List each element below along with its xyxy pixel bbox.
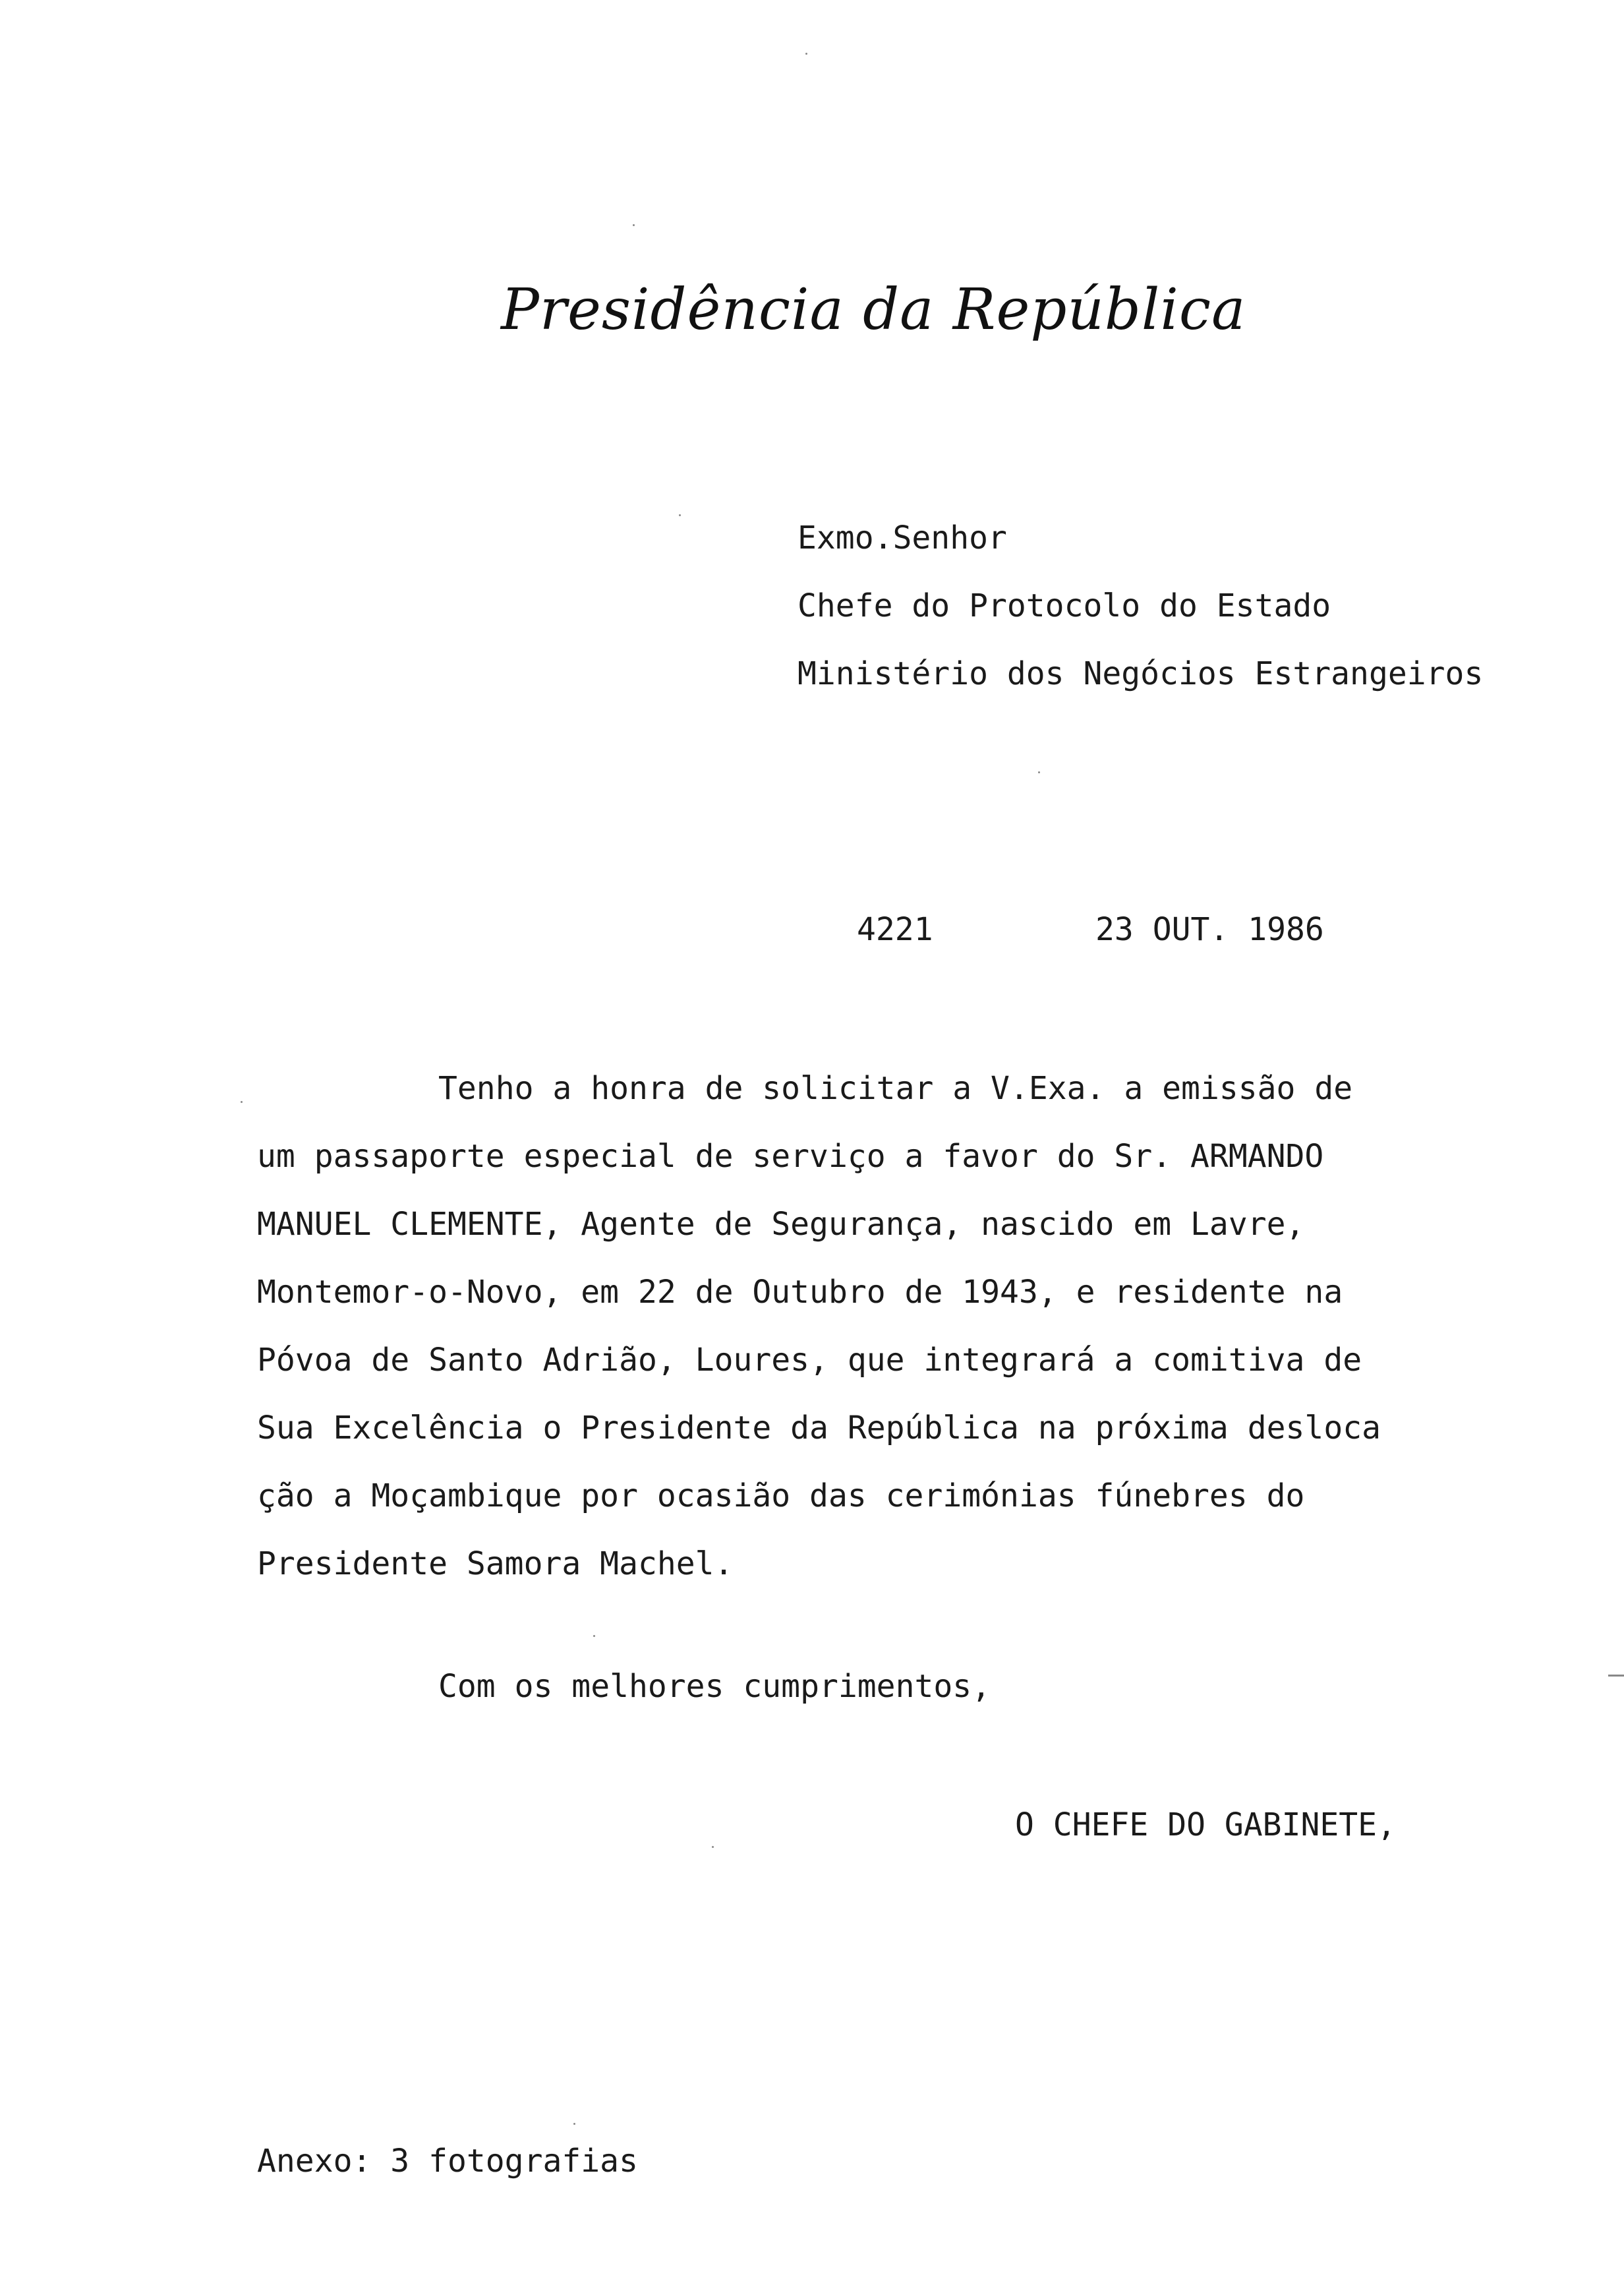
scan-speck: [633, 224, 635, 226]
body-line: MANUEL CLEMENTE, Agente de Segurança, nascido em Lavre,: [257, 1206, 1305, 1243]
signature-title: O CHEFE DO GABINETE,: [1015, 1806, 1396, 1843]
body-line: Tenho a honra de solicitar a V.Exa. a emissão de: [438, 1070, 1353, 1107]
closing-greeting: Com os melhores cumprimentos,: [438, 1668, 991, 1705]
recipient-title: Chefe do Protocolo do Estado: [798, 587, 1331, 624]
recipient-ministry: Ministério dos Negócios Estrangeiros: [798, 655, 1484, 692]
body-line: Montemor-o-Novo, em 22 de Outubro de 1943, e residente na: [257, 1274, 1343, 1311]
body-line: Póvoa de Santo Adrião, Loures, que integrará a comitiva de: [257, 1342, 1362, 1379]
scan-speck: [573, 2123, 575, 2125]
body-line: Presidente Samora Machel.: [257, 1545, 734, 1582]
reference-number: 4221: [857, 911, 933, 948]
scan-speck: [805, 53, 807, 55]
recipient-address-block: [798, 504, 1483, 708]
letter-body: [257, 1055, 1443, 1598]
annex-note: Anexo: 3 fotografias: [257, 2143, 638, 2180]
letter-date: 23 OUT. 1986: [1095, 911, 1324, 948]
scan-speck: [1608, 1675, 1624, 1677]
scan-speck: [1038, 771, 1040, 773]
scan-speck: [712, 1846, 714, 1848]
letterhead-presidencia: Presidência da República: [501, 277, 1246, 343]
body-line: Sua Excelência o Presidente da República na próxima desloca: [257, 1410, 1381, 1446]
scan-speck: [241, 1101, 243, 1103]
body-line: ção a Moçambique por ocasião das cerimónias fúnebres do: [257, 1477, 1305, 1514]
body-line: um passaporte especial de serviço a favor do Sr. ARMANDO: [257, 1138, 1324, 1175]
recipient-salutation: Exmo.Senhor: [798, 520, 1007, 556]
scan-speck: [593, 1635, 595, 1637]
scan-speck: [679, 514, 681, 516]
